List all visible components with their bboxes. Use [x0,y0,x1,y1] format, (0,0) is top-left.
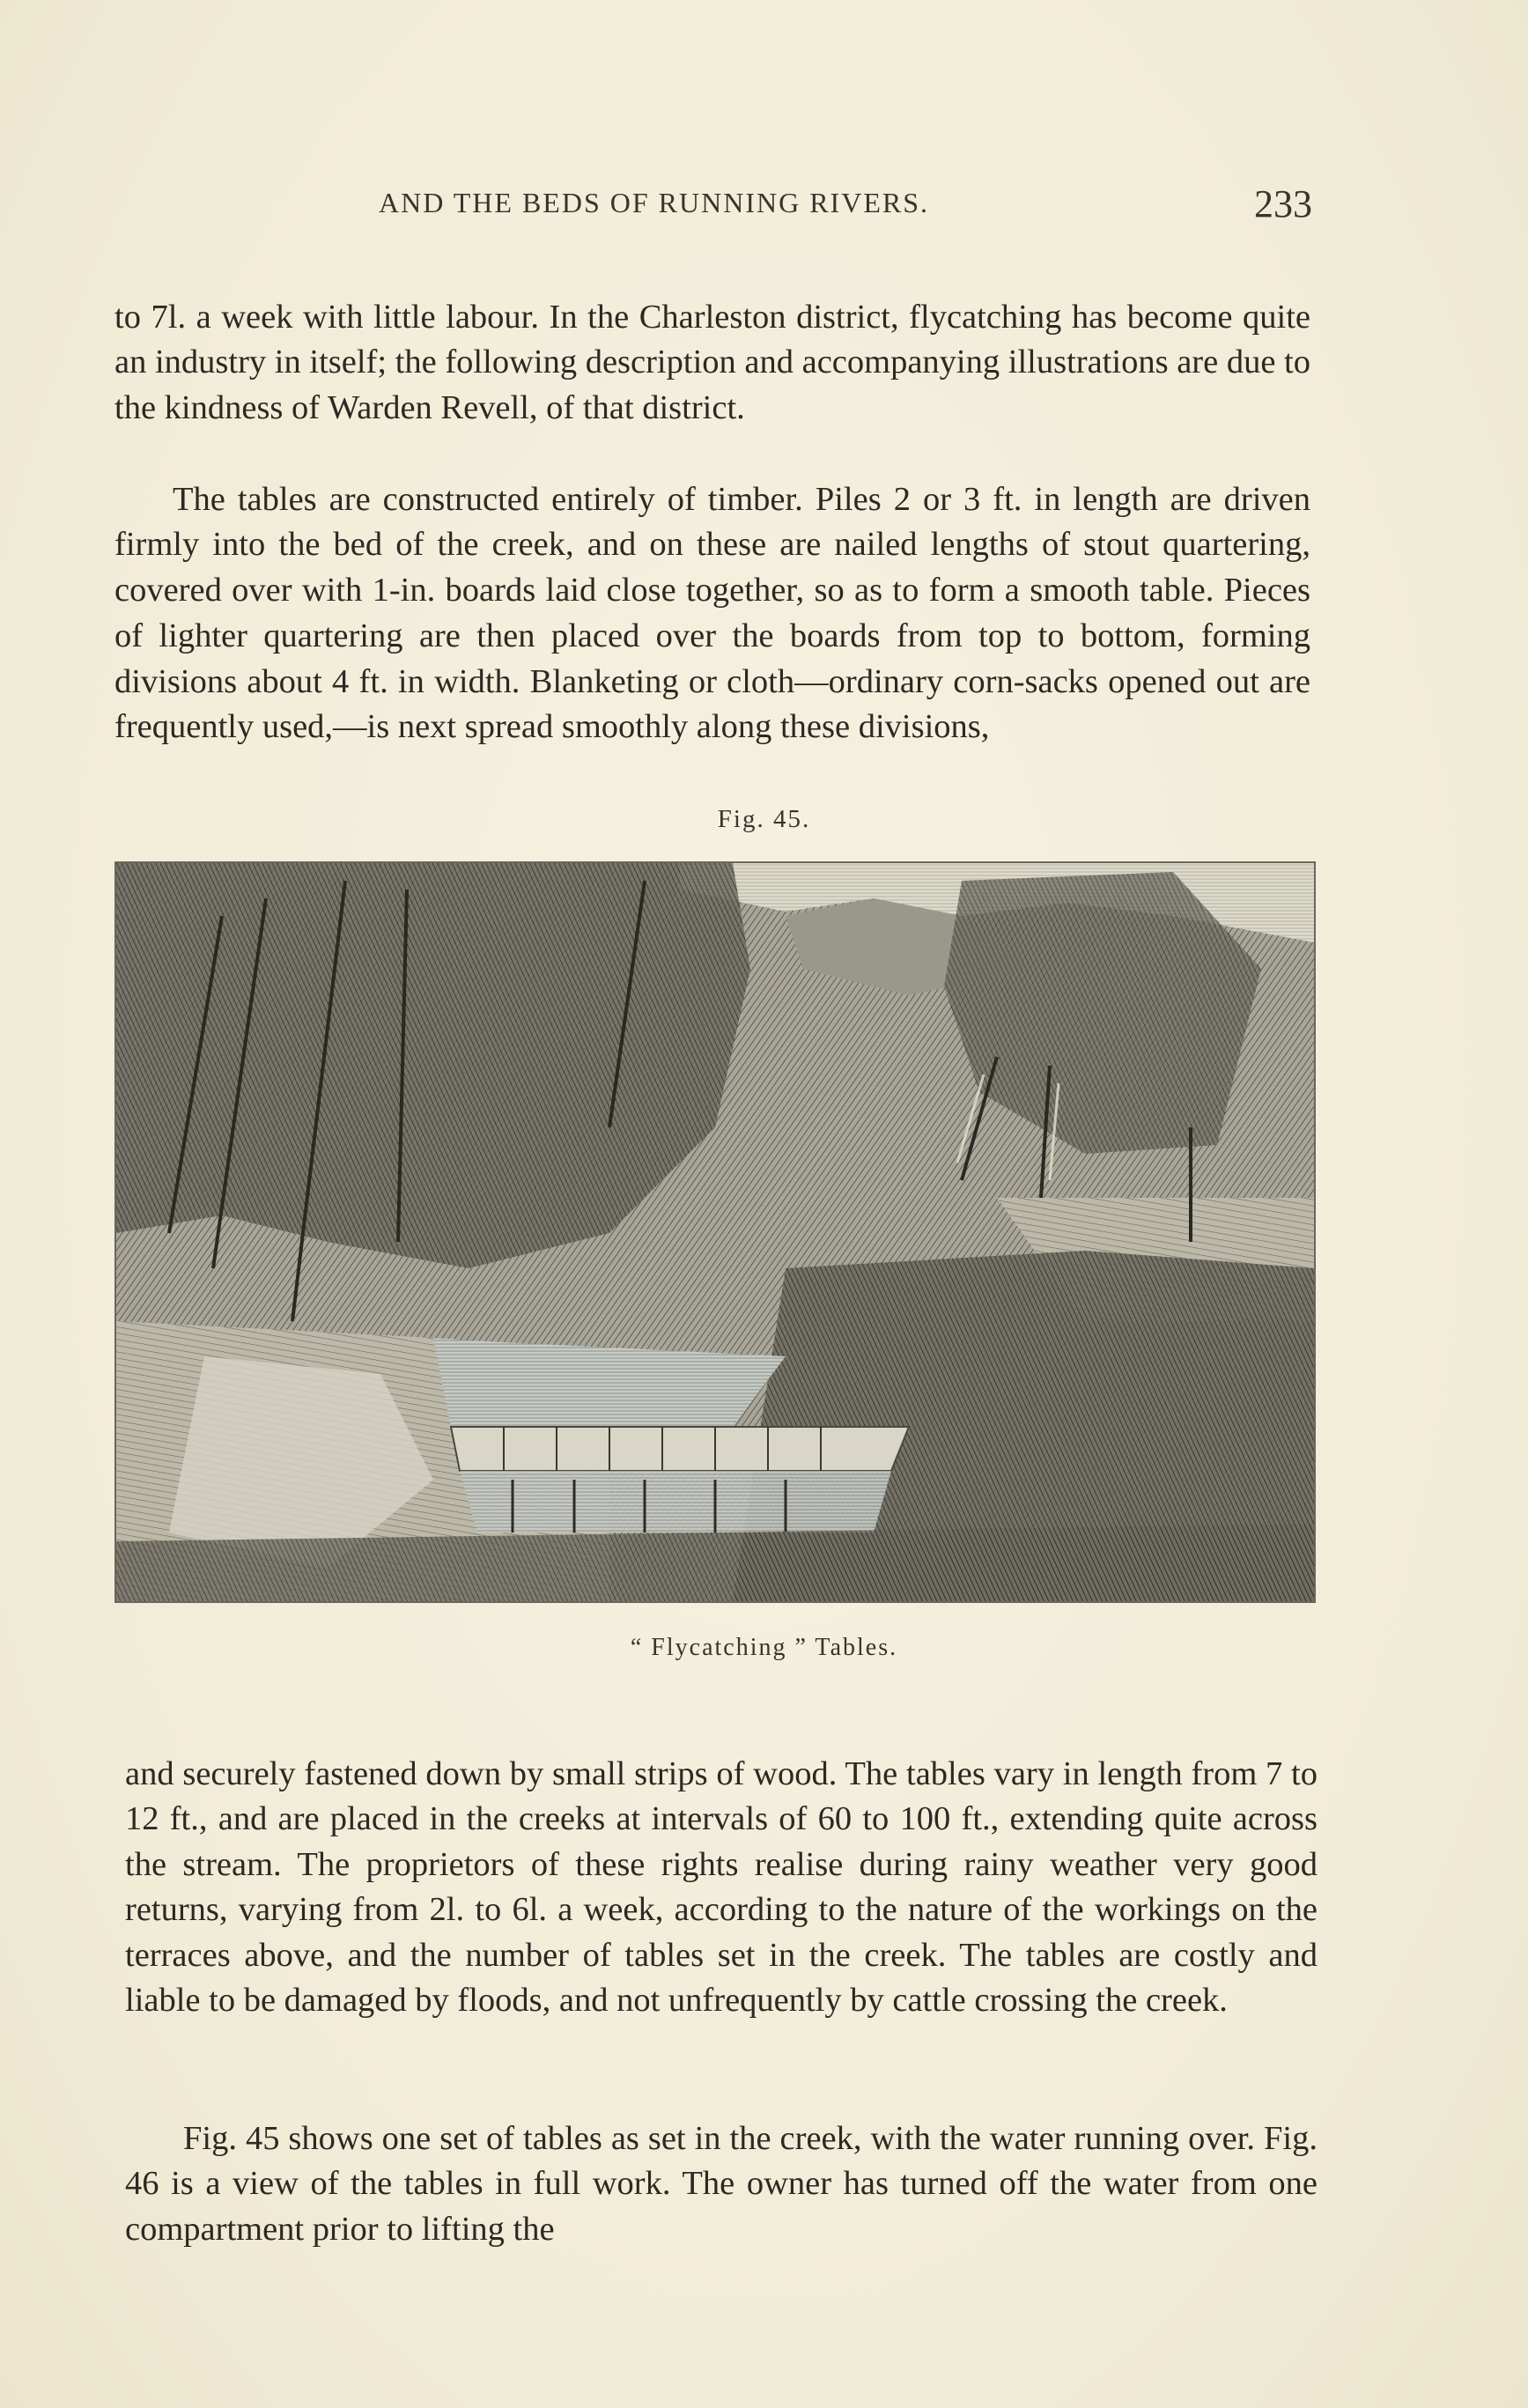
paragraph-4: Fig. 45 shows one set of tables as set in the creek, with the water running over. Fig. 46 is a view of the tables in full work. The owner has turned off the water from one compartment prior to lifting the [125,2119,1318,2248]
running-head [114,181,1312,234]
page-number: 233 [1254,182,1312,225]
running-title: AND THE BEDS OF RUNNING RIVERS. [379,187,929,218]
figure-caption: “ Flycatching ” Tables. [630,1634,898,1661]
engraving-illustration [114,861,1316,1603]
paragraph-2: The tables are constructed entirely of timber. Piles 2 or 3 ft. in length are driven firmly into the bed of the creek, and on these are nailed lengths of stout quartering, covered over with 1-in. boards laid close together, so as to form a smooth table. Pieces of lighter quartering are then placed over the boards from top to bottom, forming divisions about 4 ft. in width. Blanketing or cloth—ordinary corn-sacks opened out are frequently used,—is next spread smoothly along these divisions, [114,480,1310,746]
paragraph-1: to 7l. a week with little labour. In the Charleston district, flycatching has become quite an industry in itself; the following description and accompanying illustrations are due to the kindness of Warden Revell, of that district. [114,298,1310,427]
figure-label: Fig. 45. [717,805,811,833]
paragraph-3: and securely fastened down by small strips of wood. The tables vary in length from 7 to 12 ft., and are placed in the creeks at intervals of 60 to 100 ft., extending quite across the stream. The proprietors of these rights realise during rainy weather very good returns, varying from 2l. to 6l. a week, according to the nature of the workings on the terraces above, and the number of tables set in the creek. The tables are costly and liable to be damaged by floods, and not unfrequently by cattle crossing the creek. [125,1754,1318,2019]
